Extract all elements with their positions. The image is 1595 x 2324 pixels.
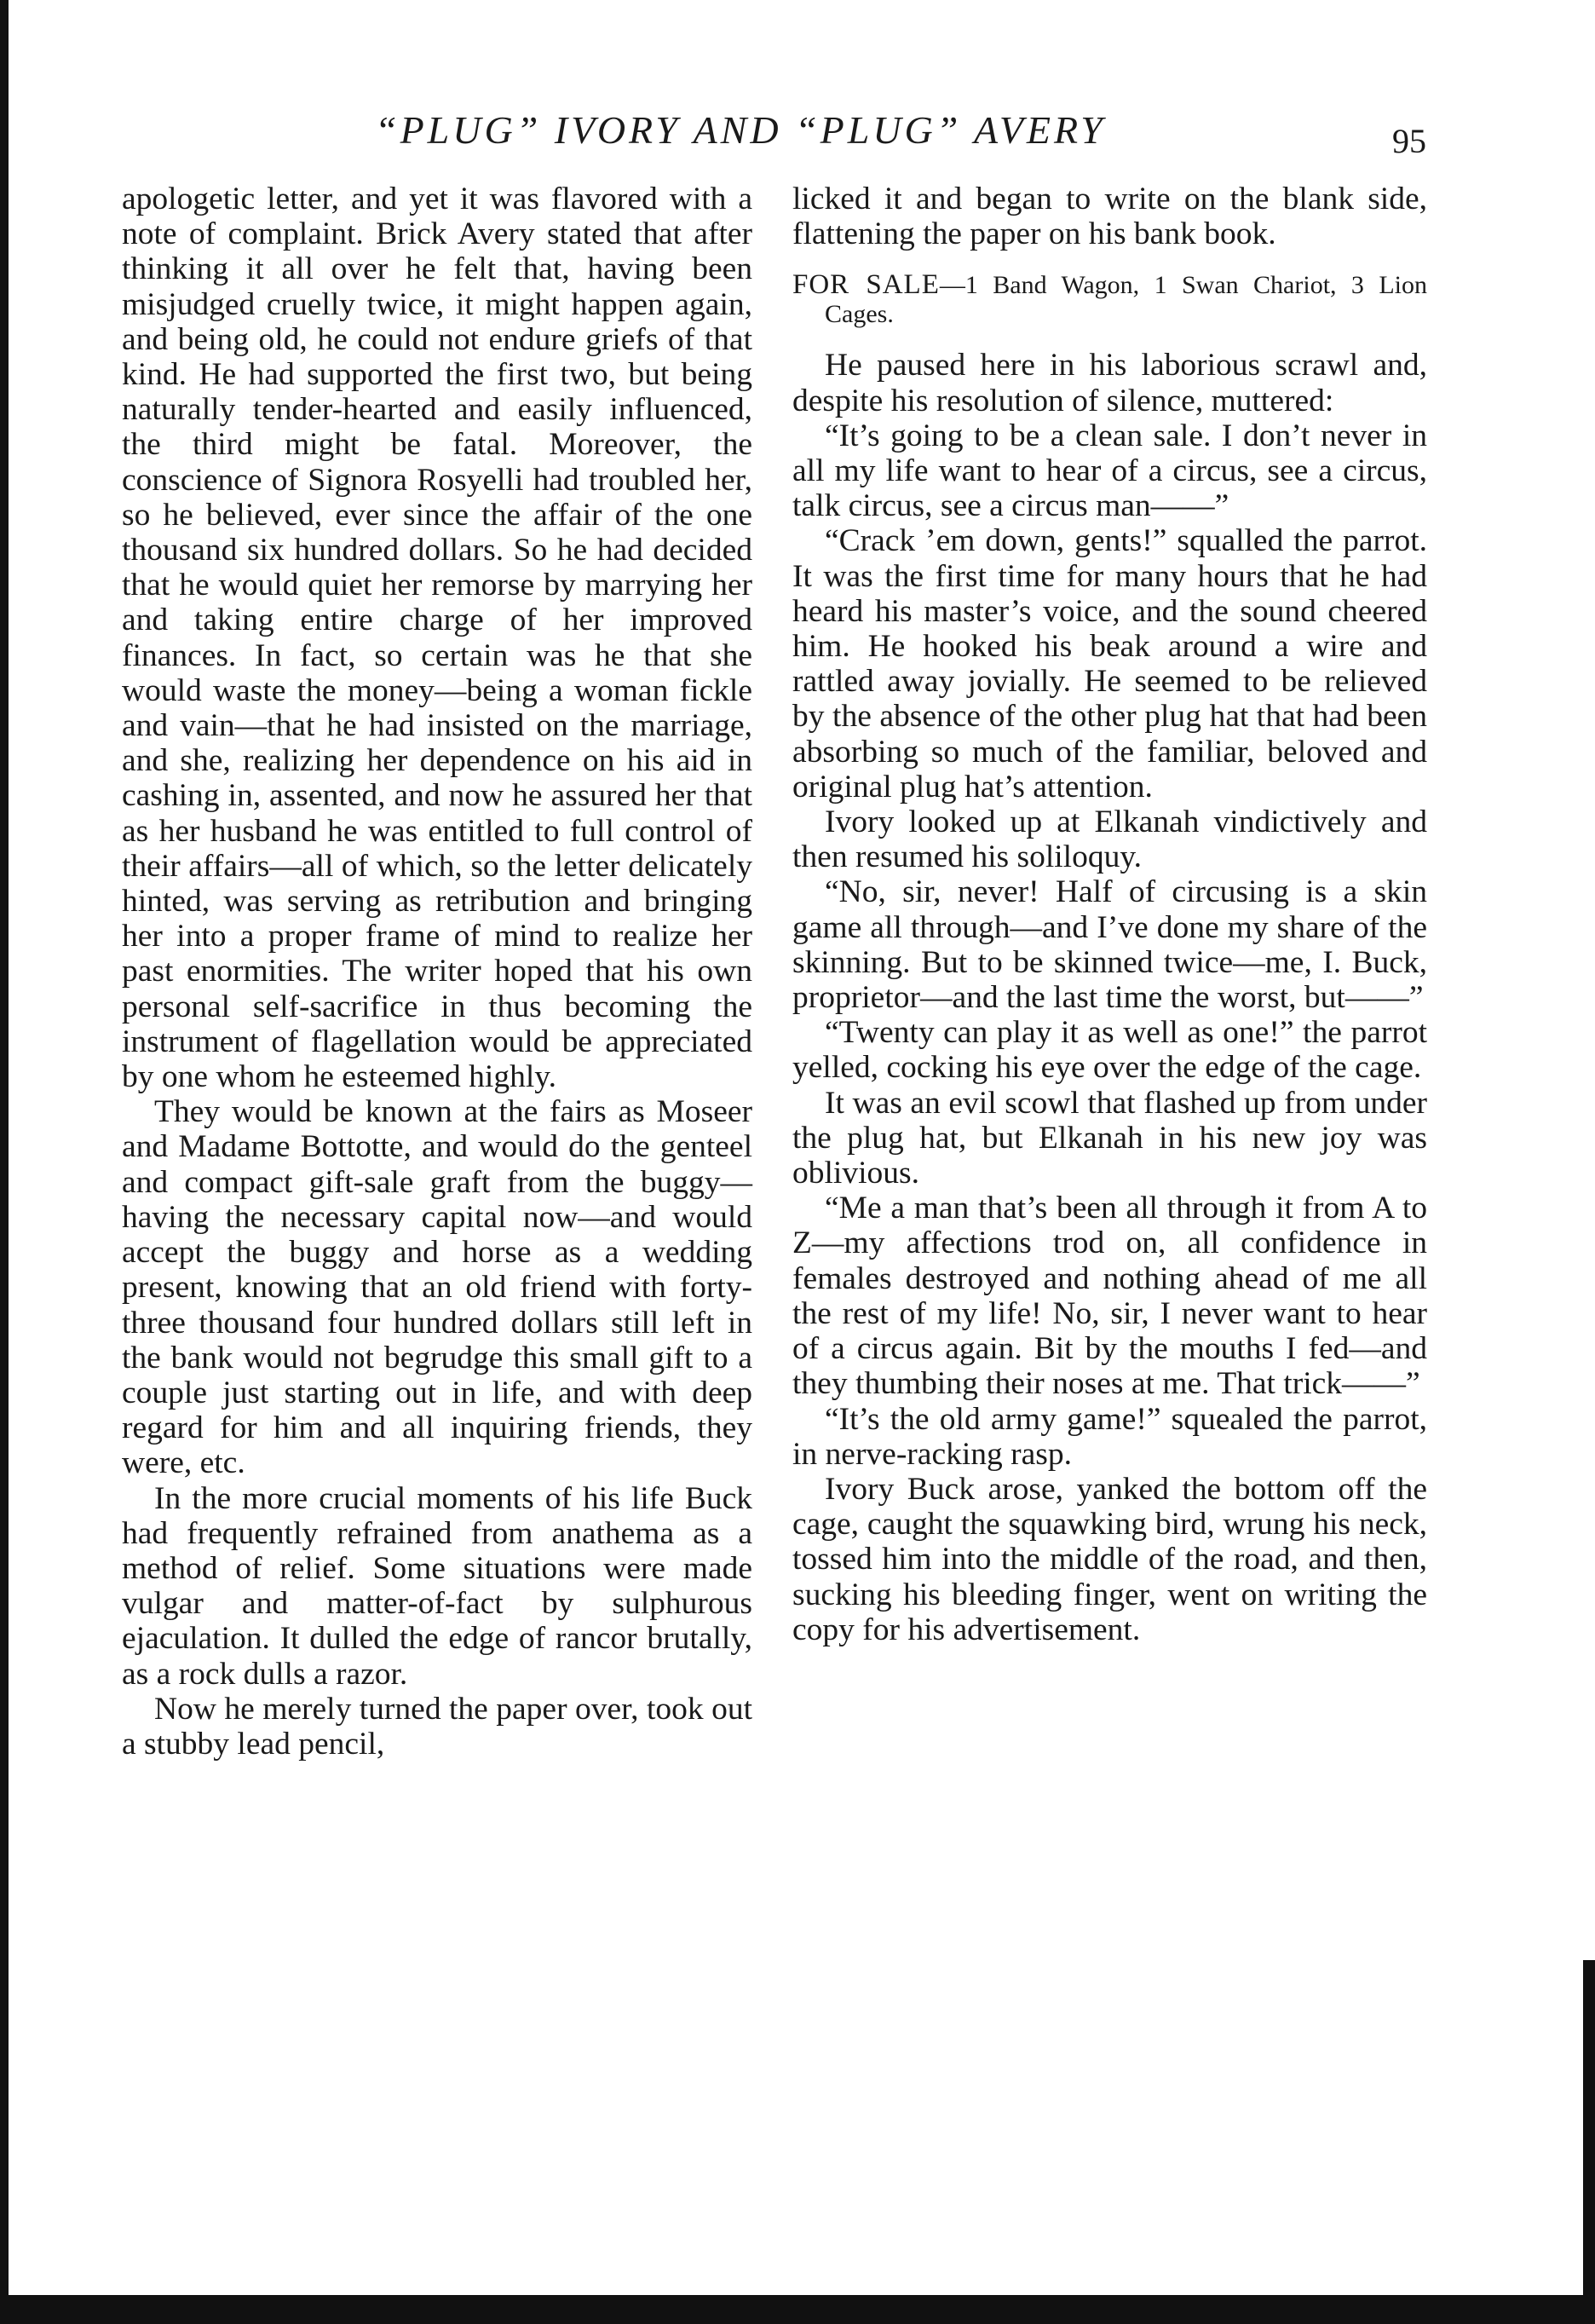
paragraph: Ivory Buck arose, yanked the bottom off the cage, caught the squawking bird, wrung his neck, tossed him into the middle of the road, and then, sucking his bleeding finger, went on writing the copy for his advertisement. [792,1471,1427,1647]
left-column [122,182,752,1762]
ad-text: —1 Band Wagon, 1 Swan Chariot, 3 Lion Cages. [825,271,1427,329]
paragraph: Ivory looked up at Elkanah vindictively and then resumed his soliloquy. [792,804,1427,875]
paragraph: licked it and began to write on the blank side, flattening the paper on his bank book. [792,182,1427,252]
paragraph: “Me a man that’s been all through it from A to Z—my affections trod on, all confidence in females destroyed and nothing ahead of me all the rest of my life! No, sir, I never want to hear of a circus again. Bit by the mouths I fed—and they thumbing their noses at me. That trick——” [792,1191,1427,1402]
page-header [0,107,1595,159]
scan-edge-left [0,0,9,2324]
paragraph: “Crack ’em down, gents!” squalled the parrot. It was the first time for many hours that he had heard his master’s voice, and the sound cheered him. He hooked his beak around a wire and rattled away jovially. He seemed to be relieved by the absence of the other plug hat that had been absorbing so much of the familiar, beloved and original plug hat’s attention. [792,523,1427,804]
page-number: 95 [1392,122,1426,160]
scan-edge-right [1583,1960,1595,2324]
paragraph: They would be known at the fairs as Moseer and Madame Bottotte, and would do the genteel and compact gift-sale graft from the buggy—having the necessary capital now—and would accept the buggy and horse as a wedding present, knowing that an old friend with forty-three thousand four hundred dollars still left in the bank would not begrudge this small gift to a couple just starting out in life, and with deep regard for him and all inquiring friends, they were, etc. [122,1094,752,1481]
paragraph: “It’s going to be a clean sale. I don’t never in all my life want to hear of a circus, see a circus, talk circus, see a circus man——” [792,418,1427,524]
paragraph: “It’s the old army game!” squealed the parrot, in nerve-racking rasp. [792,1401,1427,1472]
advertisement-copy [792,270,1427,329]
right-column [792,182,1427,1647]
paragraph: He paused here in his laborious scrawl and, despite his resolution of silence, muttered: [792,348,1427,418]
ad-lead: FOR SALE [792,269,940,301]
paragraph: It was an evil scowl that flashed up from under the plug hat, but Elkanah in his new joy was oblivious. [792,1085,1427,1191]
paragraph: apologetic letter, and yet it was flavored with a note of complaint. Brick Avery stated that after thinking it all over he felt that, having been misjudged cruelly twice, it might happen again, and being old, he could not endure griefs of that kind. He had supported the first two, but being naturally tender-hearted and easily influenced, the third might be fatal. Moreover, the conscience of Signora Rosyelli had troubled her, so he believed, ever since the affair of the one thousand six hundred dollars. So he had decided that he would quiet her remorse by marrying her and taking entire charge of her improved finances. In fact, so certain was he that she would waste the money—being a woman fickle and vain—that he had insisted on the marriage, and she, realizing her dependence on his aid in cashing in, assented, and now he assured her that as her husband he was entitled to full control of their affairs—all of which, so the letter delicately hinted, was serving as retribution and bringing her into a proper frame of mind to realize her past enormities. The writer hoped that his own personal self-sacrifice in thus becoming the instrument of flagellation would be appreciated by one whom he esteemed highly. [122,182,752,1095]
paragraph: “No, sir, never! Half of circusing is a skin game all through—and I’ve done my share of the skinning. But to be skinned twice—me, I. Buck, proprietor—and the last time the worst, but——” [792,874,1427,1016]
paragraph: “Twenty can play it as well as one!” the parrot yelled, cocking his eye over the edge of the cage. [792,1015,1427,1086]
paragraph: Now he merely turned the paper over, took out a stubby lead pencil, [122,1691,752,1762]
running-head: “PLUG” IVORY AND “PLUG” AVERY [375,108,1106,152]
scan-edge-bottom [0,2295,1595,2324]
paragraph: In the more crucial moments of his life Buck had frequently refrained from anathema as a method of relief. Some situations were made vulgar and matter-of-fact by sulphurous ejaculation. It dulled the edge of rancor brutally, as a rock dulls a razor. [122,1480,752,1692]
